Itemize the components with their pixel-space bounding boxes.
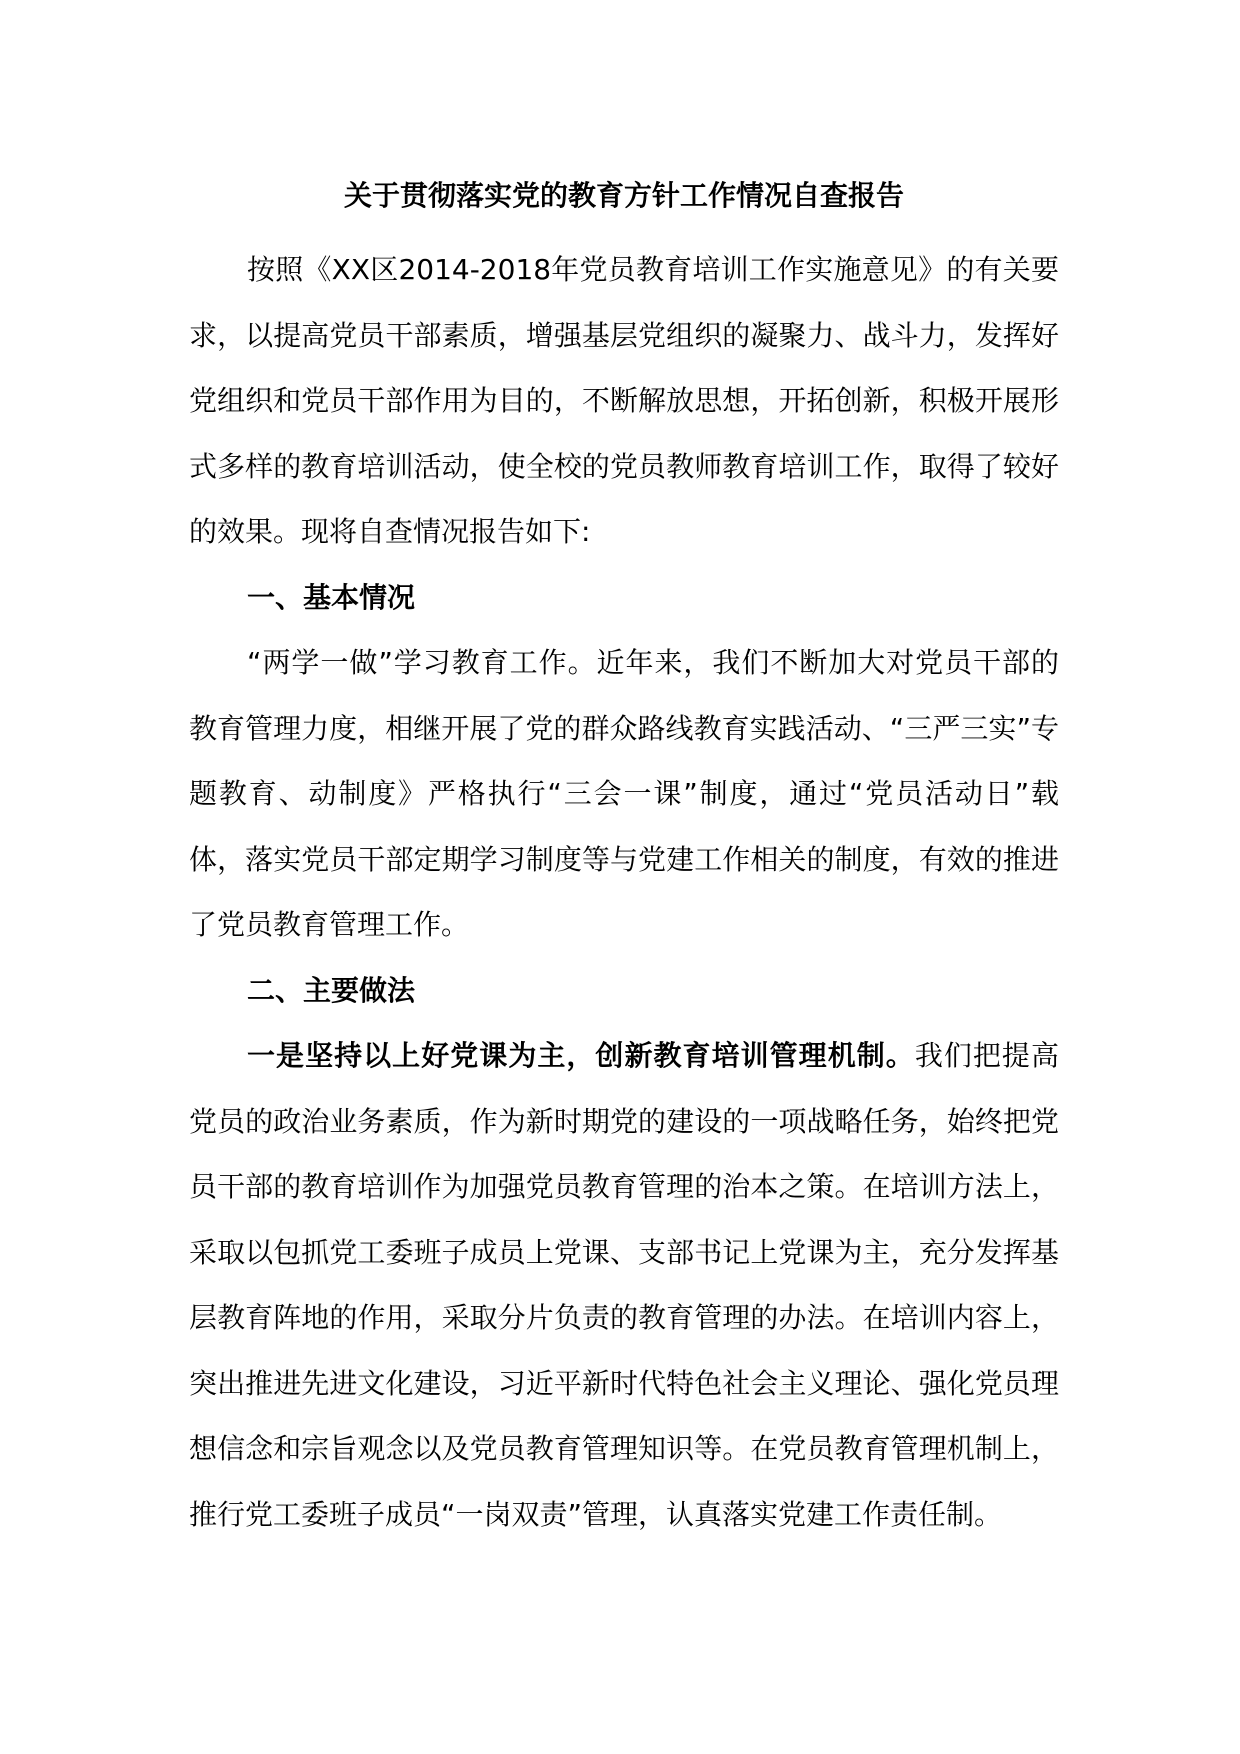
intro-paragraph: 按照《XX区2014-2018年党员教育培训工作实施意见》的有关要求，以提高党员干部素质，增强基层党组织的凝聚力、战斗力，发挥好党组织和党员干部作用为目的，不断解放思想，开拓创新，积极开展形式多样的教育培训活动，使全校的党员教师教育培训工作，取得了较好的效果。现将自查情况报告如下: [189, 253, 1059, 548]
main-practices-point-1 [189, 1023, 1059, 1547]
section-basic-situation-body: “两学一做”学习教育工作。近年来，我们不断加大对党员干部的教育管理力度，相继开展了党的群众路线教育实践活动、“三严三实”专题教育、动制度》严格执行“三会一课”制度，通过“党员活动日”载体，落实党员干部定期学习制度等与党建工作相关的制度，有效的推进了党员教育管理工作。 [189, 646, 1059, 941]
document-title: 关于贯彻落实党的教育方针工作情况自查报告 [343, 179, 904, 212]
point-1-lead: 一是坚持以上好党课为主，创新教育培训管理机制。 [247, 1039, 915, 1072]
section-heading-main-practices: 二、主要做法 [247, 973, 416, 1007]
section-heading-basic-situation: 一、基本情况 [247, 580, 416, 614]
document-body [189, 171, 1059, 1547]
point-1-body: 我们把提高党员的政治业务素质，作为新时期党的建设的一项战略任务，始终把党员干部的教育培训作为加强党员教育管理的治本之策。在培训方法上，采取以包抓党工委班子成员上党课、支部书记上党课为主，充分发挥基层教育阵地的作用，采取分片负责的教育管理的办法。在培训内容上，突出推进先进文化建设，习近平新时代特色社会主义理论、强化党员理想信念和宗旨观念以及党员教育管理知识等。在党员教育管理机制上，推行党工委班子成员“一岗双责”管理，认真落实党建工作责任制。 [189, 1039, 1059, 1531]
